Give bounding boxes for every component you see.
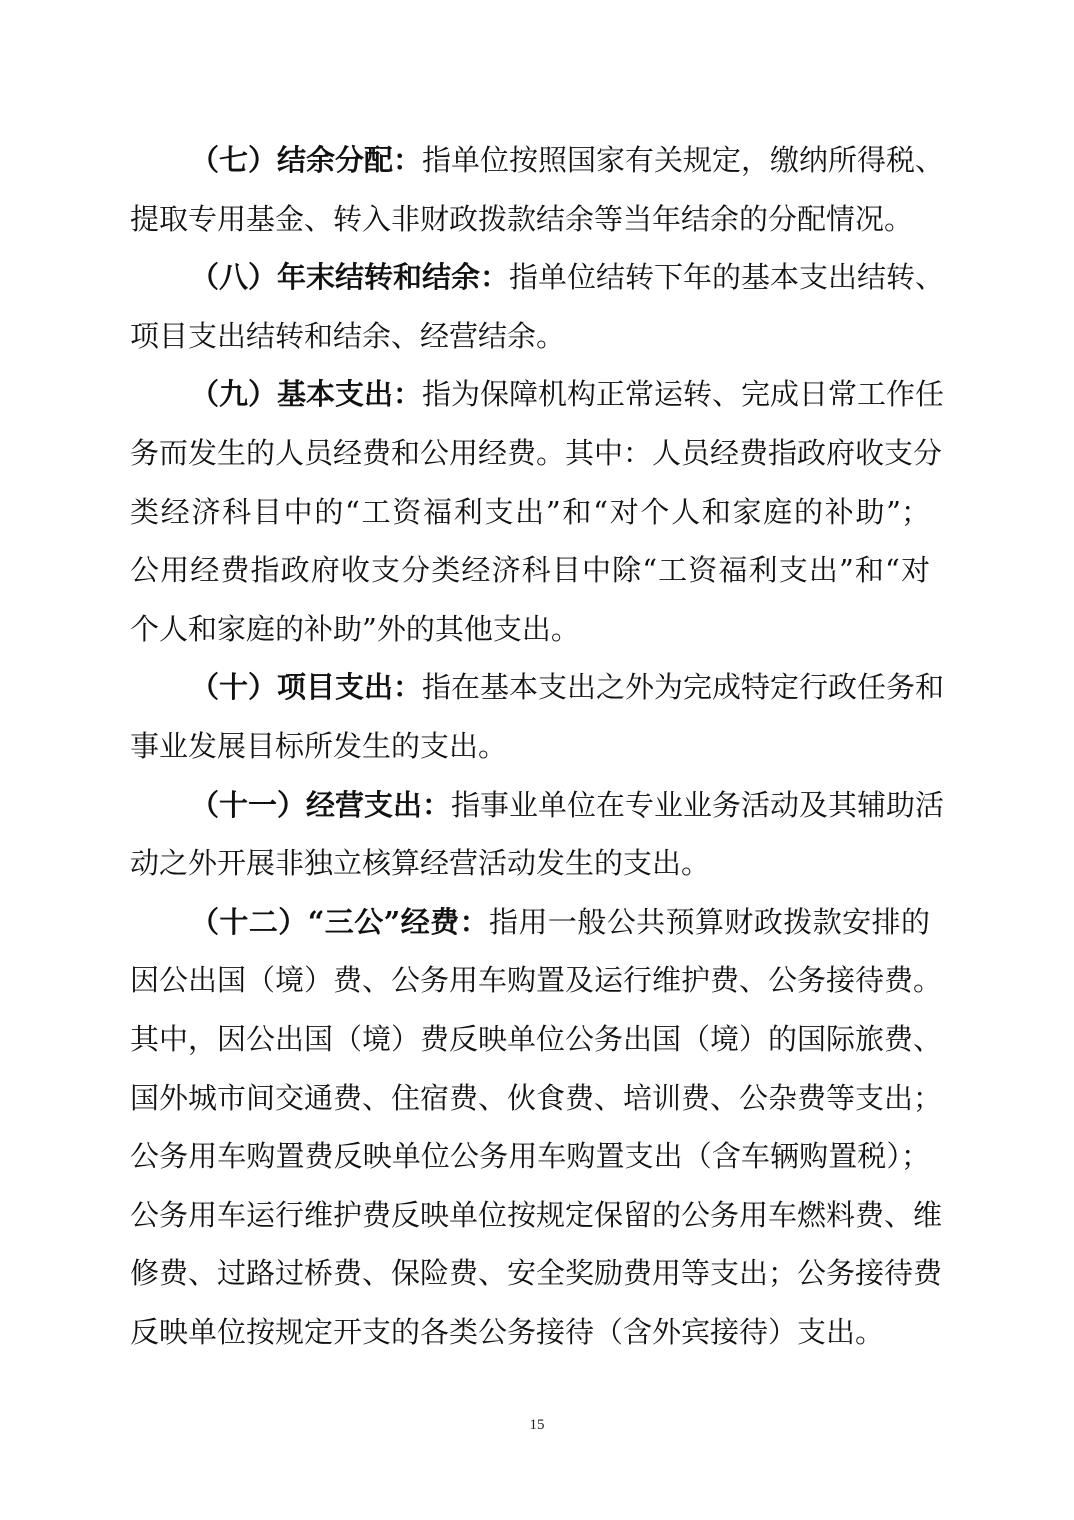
document-body [130, 131, 945, 1361]
text-line [130, 365, 945, 424]
text-line [130, 834, 930, 893]
text-line [130, 951, 943, 1010]
paragraph-heading: （九）基本支出： [190, 377, 423, 412]
line-text: 公务用车购置费反映单位公务用车购置支出（含车辆购置税）； [130, 1139, 930, 1174]
line-text: 国外城市间交通费、住宿费、伙食费、培训费、公杂费等支出； [130, 1080, 943, 1115]
paragraph-heading: （十）项目支出： [190, 670, 423, 705]
line-text: 指单位结转下年的基本支出结转、 [509, 260, 945, 295]
line-text: 个人和家庭的补助”外的其他支出。 [130, 611, 580, 646]
text-line [130, 1069, 943, 1128]
text-line [130, 483, 930, 542]
line-text: 指在基本支出之外为完成特定行政任务和 [422, 670, 945, 705]
text-line [130, 893, 930, 952]
text-line [130, 776, 945, 835]
paragraph [130, 776, 945, 893]
text-line [130, 600, 930, 659]
line-text: 务而发生的人员经费和公用经费。其中：人员经费指政府收支分 [130, 435, 943, 470]
paragraph [130, 365, 945, 658]
line-text: 提取专用基金、转入非财政拨款结余等当年结余的分配情况。 [130, 201, 914, 236]
line-text: 动之外开展非独立核算经营活动发生的支出。 [130, 846, 711, 881]
paragraph [130, 248, 945, 365]
line-text: 项目支出结转和结余、经营结余。 [130, 318, 566, 353]
line-text: 反映单位按规定开支的各类公务接待（含外宾接待）支出。 [130, 1314, 885, 1349]
paragraph [130, 893, 943, 1362]
line-text: 类经济科目中的“工资福利支出”和“对个人和家庭的补助”； [130, 494, 930, 529]
line-text: 指用一般公共预算财政拨款安排的 [489, 904, 930, 939]
text-line [130, 190, 930, 249]
page-number: 15 [529, 1417, 545, 1433]
text-line [130, 131, 945, 190]
text-line [130, 1010, 943, 1069]
text-line [130, 1186, 943, 1245]
line-text: 其中，因公出国（境）费反映单位公务出国（境）的国际旅费、 [130, 1021, 943, 1056]
paragraph [130, 658, 945, 775]
text-line [130, 541, 930, 600]
text-line [130, 1244, 943, 1303]
line-text: 因公出国（境）费、公务用车购置及运行维护费、公务接待费。 [130, 963, 943, 998]
paragraph-heading: （十二）“三公”经费： [190, 904, 490, 939]
text-line [130, 307, 930, 366]
line-text: 指事业单位在专业业务活动及其辅助活 [451, 787, 945, 822]
paragraph [130, 131, 945, 248]
paragraph-heading: （十一）经营支出： [190, 787, 452, 822]
line-text: 公用经费指政府收支分类经济科目中除“工资福利支出”和“对 [130, 553, 930, 588]
line-text: 修费、过路过桥费、保险费、安全奖励费用等支出；公务接待费 [130, 1256, 943, 1291]
text-line [130, 717, 930, 776]
text-line [130, 658, 945, 717]
line-text: 公务用车运行维护费反映单位按规定保留的公务用车燃料费、维 [130, 1197, 943, 1232]
paragraph-heading: （八）年末结转和结余： [190, 260, 510, 295]
line-text: 指单位按照国家有关规定，缴纳所得税、 [422, 143, 945, 177]
text-line [130, 1127, 930, 1186]
text-line [130, 248, 945, 307]
text-line [130, 424, 943, 483]
text-line [130, 1303, 930, 1362]
line-text: 指为保障机构正常运转、完成日常工作任 [422, 377, 945, 412]
line-text: 事业发展目标所发生的支出。 [130, 728, 508, 763]
paragraph-heading: （七）结余分配： [190, 143, 423, 177]
